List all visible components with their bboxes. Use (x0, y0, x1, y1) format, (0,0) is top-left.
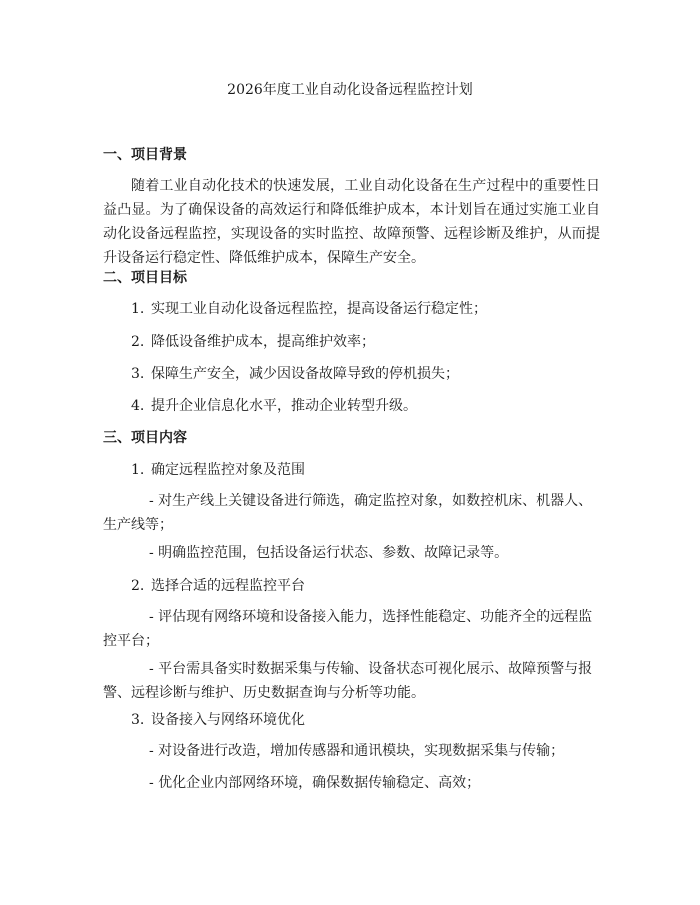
content-item-number: 1. (131, 462, 145, 478)
section-heading-content: 三、项目内容 (103, 430, 187, 446)
section-heading-goals: 二、项目目标 (103, 270, 187, 286)
goal-item-text: 提升企业信息化水平，推动企业转型升级。 (151, 398, 417, 414)
content-item-text: 设备接入与网络环境优化 (151, 712, 305, 728)
goal-item-number: 3. (131, 366, 145, 382)
goal-item (131, 333, 600, 351)
content-item-text: 确定远程监控对象及范围 (151, 462, 305, 478)
goal-item-text: 实现工业自动化设备远程监控，提高设备运行稳定性； (151, 301, 487, 317)
goal-item-number: 1. (131, 301, 145, 317)
goal-item-number: 2. (131, 334, 145, 350)
section-heading-background: 一、项目背景 (103, 147, 187, 163)
background-paragraph: 随着工业自动化技术的快速发展，工业自动化设备在生产过程中的重要性日益凸显。为了确保设备的高效运行和降低维护成本，本计划旨在通过实施工业自动化设备远程监控，实现设备的实时监控、故障预警、远程诊断及维护，从而提升设备运行稳定性、降低维护成本，保障生产安全。 (103, 178, 600, 266)
content-subitem: - 对生产线上关键设备进行筛选，确定监控对象，如数控机床、机器人、生产线等； (103, 493, 593, 533)
content-subitem: - 对设备进行改造，增加传感器和通讯模块，实现数据采集与传输； (149, 743, 565, 759)
goal-item (131, 300, 600, 318)
content-item (131, 461, 600, 479)
content-item (131, 711, 600, 729)
content-subitem: - 平台需具备实时数据采集与传输、设备状态可视化展示、故障预警与报警、远程诊断与维护、历史数据查询与分析等功能。 (103, 661, 593, 701)
document-title: 2026年度工业自动化设备远程监控计划 (227, 82, 473, 98)
goal-item-text: 降低设备维护成本，提高维护效率； (151, 334, 375, 350)
content-item-number: 2. (131, 578, 145, 594)
content-subitem: - 评估现有网络环境和设备接入能力，选择性能稳定、功能齐全的远程监控平台； (103, 609, 593, 649)
goal-item (131, 365, 600, 383)
content-subitem: - 优化企业内部网络环境，确保数据传输稳定、高效； (149, 775, 481, 791)
content-item-number: 3. (131, 712, 145, 728)
goal-item (131, 397, 600, 415)
content-item-text: 选择合适的远程监控平台 (151, 578, 305, 594)
goal-item-text: 保障生产安全，减少因设备故障导致的停机损失； (151, 366, 459, 382)
goal-item-number: 4. (131, 398, 145, 414)
content-subitem: - 明确监控范围，包括设备运行状态、参数、故障记录等。 (149, 545, 509, 561)
content-item (131, 577, 600, 595)
